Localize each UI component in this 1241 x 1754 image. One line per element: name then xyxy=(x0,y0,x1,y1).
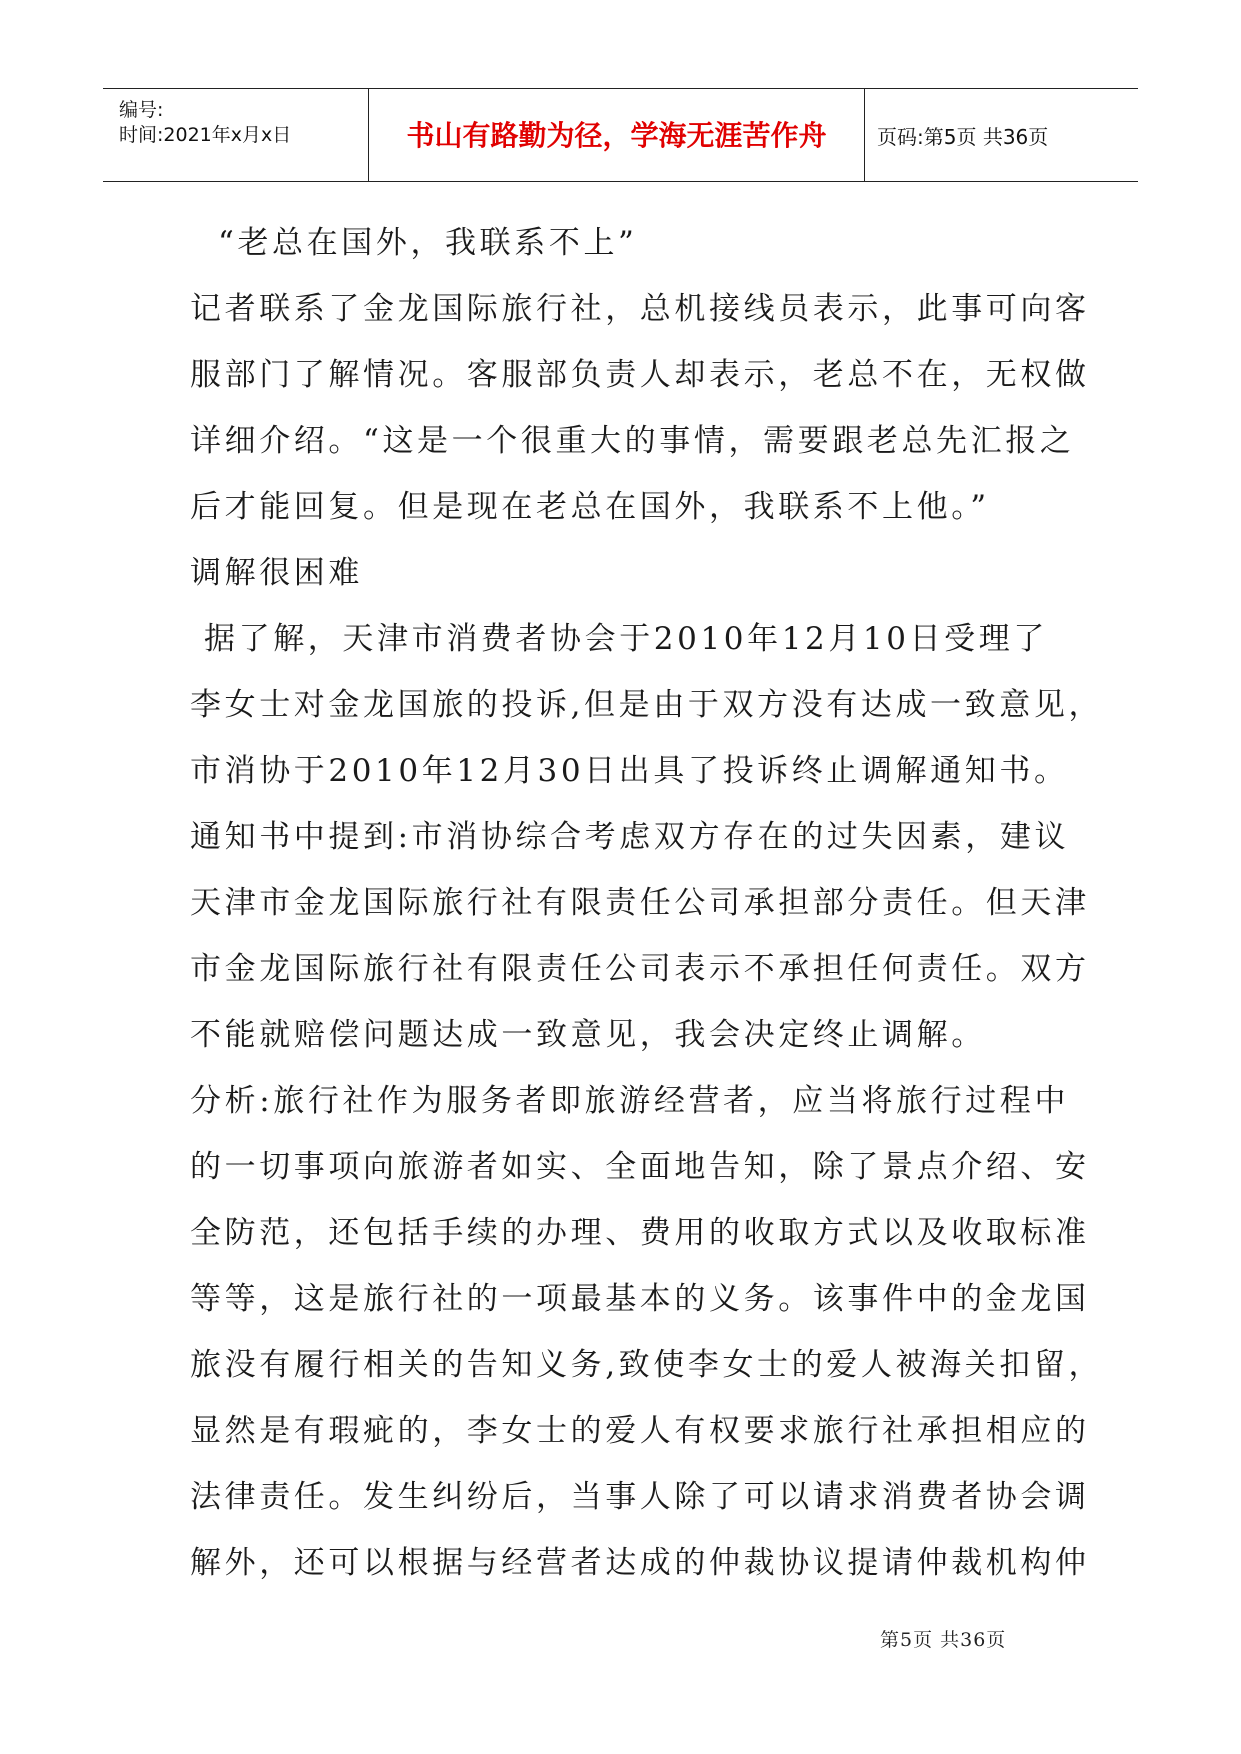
body-line: “老总在国外，我联系不上” xyxy=(218,225,638,261)
body-line: 显然是有瑕疵的，李女士的爱人有权要求旅行社承担相应的 xyxy=(190,1413,1090,1449)
page-footer: 第5页 共36页 xyxy=(880,1629,1007,1651)
page-header xyxy=(103,88,1138,182)
document-number-label: 编号: xyxy=(119,99,164,121)
body-line: 旅没有履行相关的告知义务,致使李女士的爱人被海关扣留， xyxy=(190,1347,1104,1383)
document-time-label: 时间:2021年x月x日 xyxy=(119,124,292,146)
body-line: 李女士对金龙国旅的投诉,但是由于双方没有达成一致意见， xyxy=(190,687,1104,723)
section-heading: 调解很困难 xyxy=(190,555,363,591)
body-line: 详细介绍。“这是一个很重大的事情，需要跟老总先汇报之 xyxy=(190,423,1075,459)
body-line: 记者联系了金龙国际旅行社，总机接线员表示，此事可向客 xyxy=(190,291,1090,327)
body-line: 解外，还可以根据与经营者达成的仲裁协议提请仲裁机构仲 xyxy=(190,1545,1090,1581)
body-line: 市消协于2010年12月30日出具了投诉终止调解通知书。 xyxy=(190,753,1069,789)
document-body xyxy=(190,210,1104,1596)
header-meta-cell xyxy=(103,89,369,181)
body-line: 市金龙国际旅行社有限责任公司表示不承担任何责任。双方 xyxy=(190,951,1090,987)
header-motto: 书山有路勤为径，学海无涯苦作舟 xyxy=(369,89,865,181)
body-line: 不能就赔偿问题达成一致意见，我会决定终止调解。 xyxy=(190,1017,986,1053)
body-line: 服部门了解情况。客服部负责人却表示，老总不在，无权做 xyxy=(190,357,1090,393)
body-line: 天津市金龙国际旅行社有限责任公司承担部分责任。但天津 xyxy=(190,885,1090,921)
body-line: 法律责任。发生纠纷后，当事人除了可以请求消费者协会调 xyxy=(190,1479,1090,1515)
body-line: 的一切事项向旅游者如实、全面地告知，除了景点介绍、安 xyxy=(190,1149,1090,1185)
body-line: 后才能回复。但是现在老总在国外，我联系不上他。” xyxy=(190,489,990,525)
body-line: 分析:旅行社作为服务者即旅游经营者，应当将旅行过程中 xyxy=(190,1083,1070,1119)
body-line: 等等，这是旅行社的一项最基本的义务。该事件中的金龙国 xyxy=(190,1281,1090,1317)
body-line: 全防范，还包括手续的办理、费用的收取方式以及收取标准 xyxy=(190,1215,1090,1251)
header-page-code: 页码:第5页 共36页 xyxy=(877,124,1049,149)
body-line: 通知书中提到:市消协综合考虑双方存在的过失因素，建议 xyxy=(190,819,1070,855)
body-line: 据了解，天津市消费者协会于2010年12月10日受理了 xyxy=(204,621,1048,657)
